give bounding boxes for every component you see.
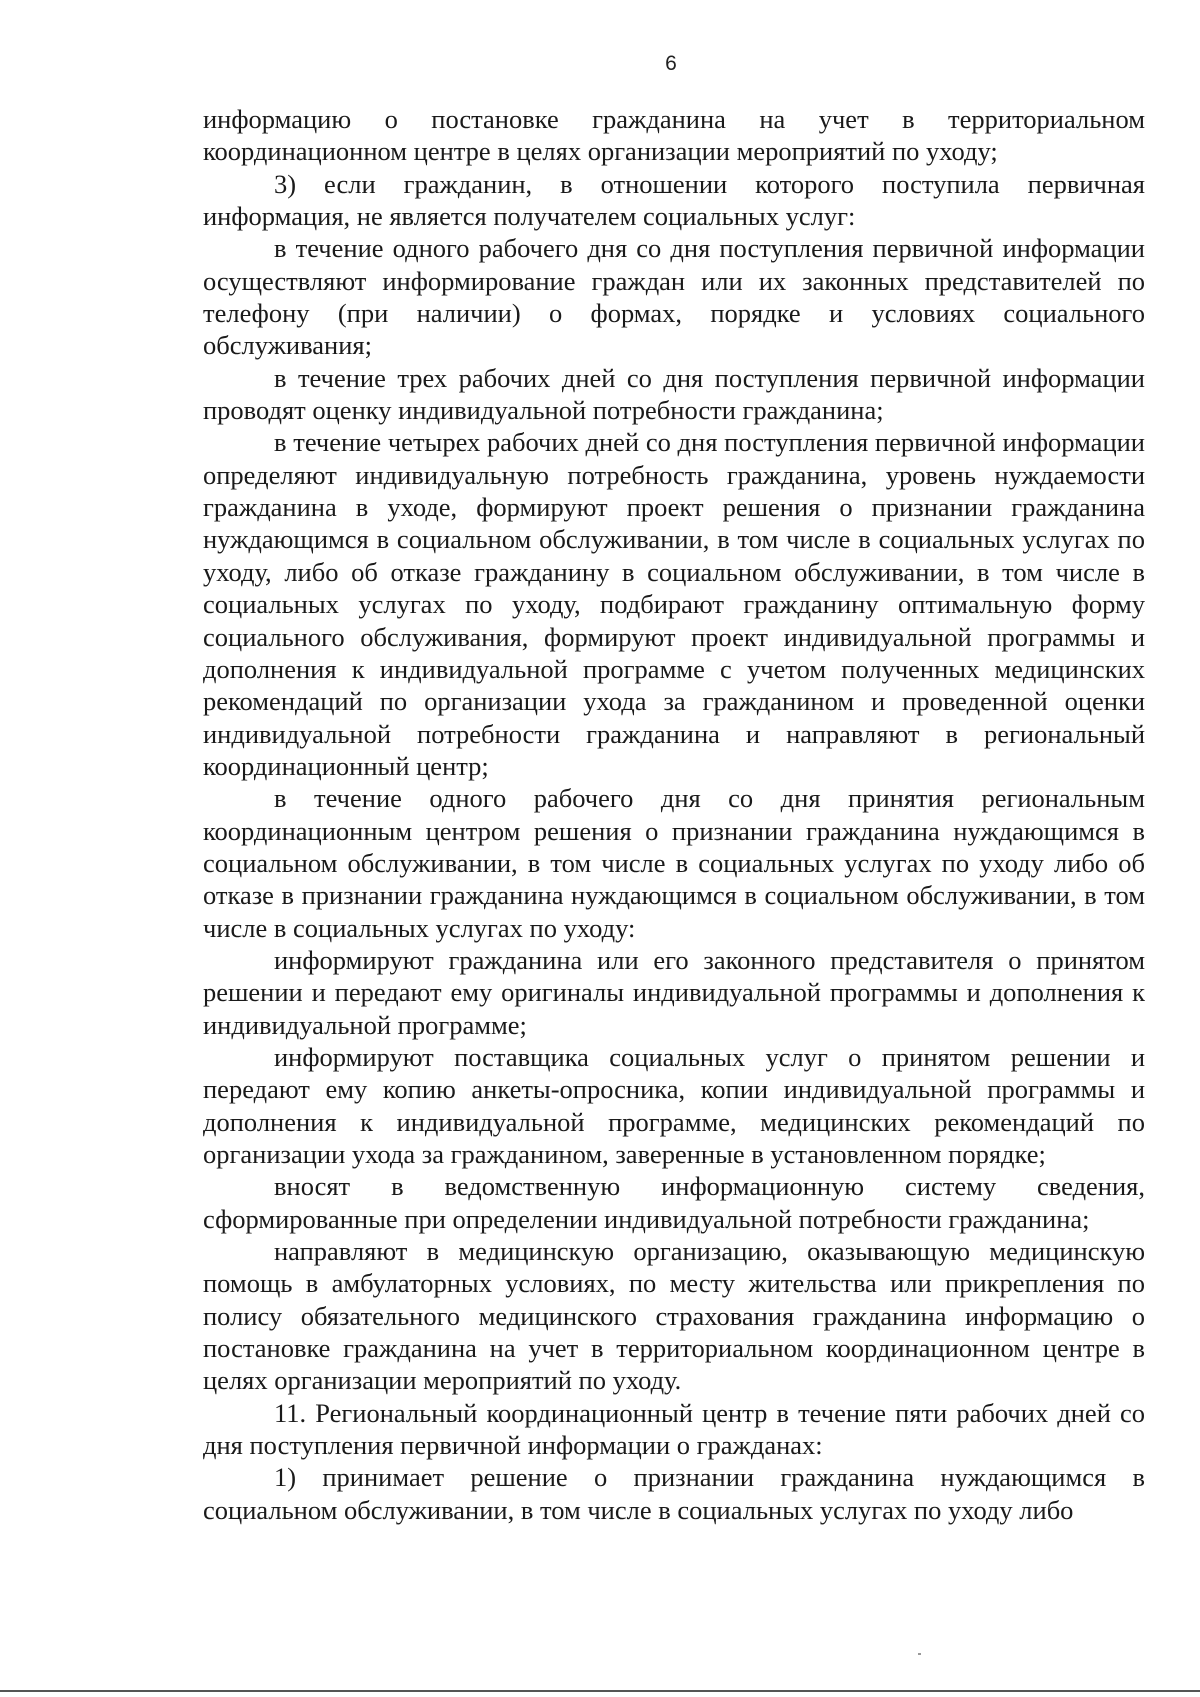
paragraph: в течение одного рабочего дня со дня принятия региональным координационным центром решения о признании гражданина нуждающимся в социальном обслуживании, в том числе в социальных услугах по уходу либо об отказе в признании гражданина нуждающимся в социальном обслуживании, в том числе в социальных услугах по уходу:	[203, 783, 1145, 943]
scan-speck	[918, 1653, 921, 1655]
paragraph: информацию о постановке гражданина на учет в территориальном координационном центре в целях организации мероприятий по уходу;	[203, 104, 1145, 167]
paragraph: в течение четырех рабочих дней со дня поступления первичной информации определяют индивидуальную потребность гражданина, уровень нуждаемости гражданина в уходе, формируют проект решения о признании гражданина нуждающимся в социальном обслуживании, в том числе в социальных услугах по уходу, либо об отказе гражданину в социальном обслуживании, в том числе в социальных услугах по уходу, подбирают гражданину оптимальную форму социального обслуживания, формируют проект индивидуальной программы и дополнения к индивидуальной программе с учетом полученных медицинских рекомендаций по организации ухода за гражданином и проведенной оценки индивидуальной потребности гражданина и направляют в региональный координационный центр;	[203, 427, 1145, 781]
paragraph: в течение одного рабочего дня со дня поступления первичной информации осуществляют информирование граждан или их законных представителей по телефону (при наличии) о формах, порядке и условиях социального обслуживания;	[203, 233, 1145, 361]
paragraph: информируют гражданина или его законного представителя о принятом решении и передают ему оригиналы индивидуальной программы и дополнения к индивидуальной программе;	[203, 944, 1145, 1040]
paragraph: информируют поставщика социальных услуг о принятом решении и передают ему копию анкеты-опросника, копии индивидуальной программы и дополнения к индивидуальной программе, медицинских рекомендаций по организации ухода за гражданином, заверенные в установленном порядке;	[203, 1041, 1145, 1169]
paragraph: 1) принимает решение о признании гражданина нуждающимся в социальном обслуживании, в том числе в социальных услугах по уходу либо	[203, 1462, 1145, 1525]
paragraph: в течение трех рабочих дней со дня поступления первичной информации проводят оценку индивидуальной потребности гражданина;	[203, 362, 1145, 426]
paragraph: 3) если гражданин, в отношении которого поступила первичная информация, не является получателем социальных услуг:	[203, 168, 1145, 232]
document-body	[203, 103, 1145, 1526]
scan-bottom-edge	[0, 1690, 1200, 1692]
paragraph: вносят в ведомственную информационную систему сведения, сформированные при определении индивидуальной потребности гражданина;	[203, 1171, 1145, 1234]
paragraph: 11. Региональный координационный центр в течение пяти рабочих дней со дня поступления первичной информации о гражданах:	[203, 1397, 1145, 1461]
paragraph: направляют в медицинскую организацию, оказывающую медицинскую помощь в амбулаторных условиях, по месту жительства или прикрепления по полису обязательного медицинского страхования гражданина информацию о постановке гражданина на учет в территориальном координационном центре в целях организации мероприятий по уходу.	[203, 1236, 1145, 1396]
page-number: 6	[665, 52, 677, 75]
